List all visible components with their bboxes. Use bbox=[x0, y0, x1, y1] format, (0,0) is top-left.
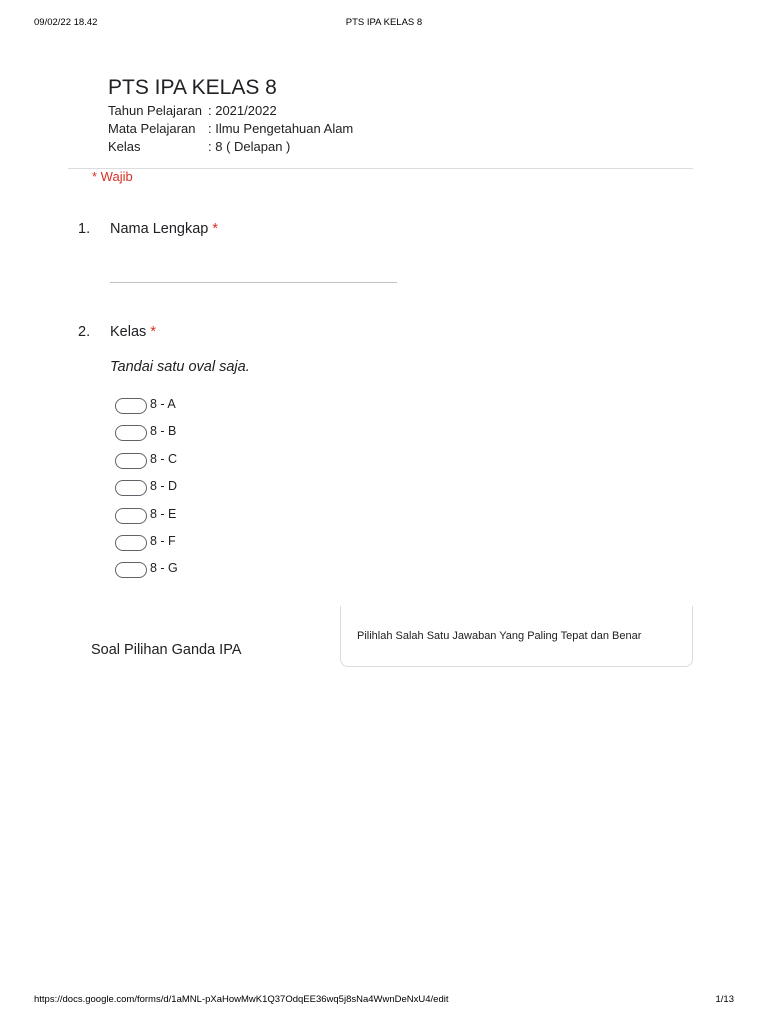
question-title-text: Kelas bbox=[110, 324, 147, 340]
meta-value: : 8 ( Delapan ) bbox=[208, 139, 291, 154]
oval-radio[interactable] bbox=[115, 508, 147, 524]
required-star: * bbox=[212, 221, 219, 237]
page-number: 1/13 bbox=[715, 994, 734, 1005]
oval-radio[interactable] bbox=[115, 535, 147, 551]
meta-value: : 2021/2022 bbox=[208, 103, 277, 118]
meta-label: Kelas bbox=[108, 139, 141, 154]
form-title: PTS IPA KELAS 8 bbox=[108, 76, 277, 99]
question-title-nama-lengkap bbox=[110, 221, 218, 237]
oval-radio[interactable] bbox=[115, 480, 147, 496]
question-title-text: Nama Lengkap bbox=[110, 221, 209, 237]
question-number: 2. bbox=[78, 324, 91, 340]
option-label: 8 - A bbox=[150, 397, 176, 411]
print-datetime: 09/02/22 18.42 bbox=[34, 17, 98, 28]
option-label: 8 - C bbox=[150, 451, 178, 466]
section-title: Soal Pilihan Ganda IPA bbox=[91, 642, 242, 658]
meta-value: : Ilmu Pengetahuan Alam bbox=[208, 121, 354, 136]
print-url: https://docs.google.com/forms/d/1aMNL-pXaHowMwK1Q37OdqEE36wq5j8sNa4WwnDeNxU4/edit bbox=[34, 994, 449, 1005]
required-star: * bbox=[150, 324, 156, 340]
oval-radio[interactable] bbox=[115, 398, 147, 414]
option-label: 8 - E bbox=[150, 506, 177, 521]
required-note: * Wajib bbox=[92, 169, 133, 184]
question-number: 1. bbox=[78, 221, 91, 237]
section-description-box bbox=[340, 606, 693, 667]
section-description: Pilihlah Salah Satu Jawaban Yang Paling Tepat dan Benar bbox=[357, 630, 642, 642]
oval-radio[interactable] bbox=[115, 562, 147, 578]
option-label: 8 - F bbox=[150, 533, 176, 548]
question-hint: Tandai satu oval saja. bbox=[110, 359, 250, 375]
print-page-title: PTS IPA KELAS 8 bbox=[345, 17, 423, 28]
oval-radio[interactable] bbox=[115, 453, 147, 469]
oval-radio[interactable] bbox=[115, 425, 147, 441]
question-title-kelas bbox=[110, 324, 156, 340]
meta-label: Tahun Pelajaran bbox=[108, 103, 202, 118]
answer-text-line[interactable] bbox=[110, 282, 397, 283]
option-label: 8 - D bbox=[150, 479, 178, 494]
header-divider bbox=[68, 168, 693, 169]
meta-label: Mata Pelajaran bbox=[108, 121, 196, 136]
option-label: 8 - G bbox=[150, 561, 178, 576]
option-label: 8 - B bbox=[150, 424, 177, 439]
